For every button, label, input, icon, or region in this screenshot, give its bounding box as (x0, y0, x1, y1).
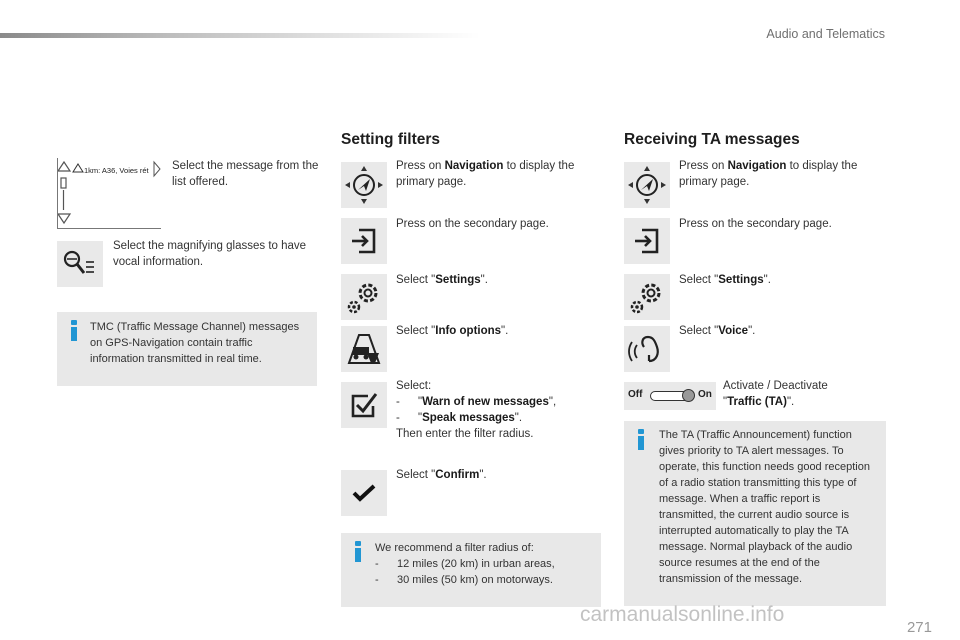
settings-label: Settings (718, 274, 764, 286)
navigation-icon (624, 162, 670, 208)
speak-messages-item (396, 410, 601, 426)
text: Select " (679, 274, 719, 286)
ta-info-text: The TA (Traffic Announcement) function gives priority to TA alert messages. To operate, this function needs good reception of a radio station transmitting this type of message. When a traffic report is transmitted, the current audio source is interrupted automatically to play the TA message. Normal playback of the audio source resumes at the end of the transmission of the message. (659, 429, 870, 585)
step-select-message: Select the message from the list offered. (172, 160, 319, 188)
speak-label: Speak messages (422, 412, 515, 424)
filter-radius-info-panel (341, 533, 601, 607)
step-magnifier: Select the magnifying glasses to have vocal information. (113, 240, 307, 268)
filters-step6 (396, 467, 596, 483)
text: Select " (396, 325, 436, 337)
text: ". (501, 325, 509, 337)
watermark: carmanualsonline.info (580, 603, 785, 626)
ta-step4 (679, 323, 879, 339)
confirm-label: Confirm (435, 469, 480, 481)
ta-step1 (679, 158, 879, 190)
message-list-entry[interactable]: 1km: A36, Voies rét (84, 166, 149, 175)
filters-step1 (396, 158, 596, 190)
checkbox-icon (341, 382, 387, 428)
ta-step3 (679, 272, 879, 288)
text: Select " (396, 274, 436, 286)
text: ". (479, 469, 487, 481)
text: " (723, 396, 728, 408)
settings-gear-icon (624, 274, 670, 320)
toggle-on-label: On (698, 389, 712, 400)
ta-step2: Press on the secondary page. (679, 218, 832, 230)
text: ". (748, 325, 756, 337)
filters-step3 (396, 272, 596, 288)
info-options-icon (341, 326, 387, 372)
text: 12 miles (20 km) in urban areas, (397, 558, 555, 570)
toggle-knob (682, 389, 695, 402)
ta-toggle[interactable] (624, 382, 716, 410)
text: ", (548, 396, 557, 408)
filters-step5 (396, 378, 601, 442)
text: to display the primary page. (679, 160, 858, 188)
confirm-check-icon (341, 470, 387, 516)
warn-new-messages-item (396, 394, 601, 410)
text: ". (763, 274, 771, 286)
text: Select " (679, 325, 719, 337)
text: 30 miles (50 km) on motorways. (397, 574, 553, 586)
info-icon (353, 541, 363, 565)
text: to display the primary page. (396, 160, 575, 188)
motorway-item (375, 572, 591, 588)
secondary-page-icon (624, 218, 670, 264)
toggle-off-label: Off (628, 389, 643, 400)
text: ". (786, 396, 795, 408)
text: Activate / Deactivate (723, 380, 828, 392)
page-number: 271 (906, 619, 932, 636)
text: Select " (396, 469, 436, 481)
ta-info-panel (624, 421, 886, 606)
dash: - (375, 558, 379, 570)
text: ". (514, 412, 523, 424)
magnifier-icon (57, 241, 103, 287)
warn-label: Warn of new messages (422, 396, 549, 408)
text: Press on (679, 160, 728, 172)
dash: - (375, 574, 379, 586)
header-gradient-bar (0, 33, 480, 38)
info-icon (69, 320, 79, 344)
navigation-label: Navigation (727, 160, 787, 172)
settings-label: Settings (435, 274, 481, 286)
text: " (418, 396, 423, 408)
text: Then enter the filter radius. (396, 428, 534, 440)
secondary-page-icon (341, 218, 387, 264)
navigation-icon (341, 162, 387, 208)
text: ". (480, 274, 488, 286)
settings-gear-icon (341, 274, 387, 320)
ta-step5 (723, 378, 873, 410)
voice-icon (624, 326, 670, 372)
tmc-info-panel (57, 312, 317, 386)
text: Select: (396, 380, 432, 392)
receiving-ta-title: Receiving TA messages (624, 131, 800, 148)
urban-item (375, 556, 591, 572)
message-list-screen (57, 158, 161, 229)
dash: - (396, 412, 400, 424)
filters-step2: Press on the secondary page. (396, 218, 549, 230)
text: Press on (396, 160, 445, 172)
info-options-label: Info options (435, 325, 502, 337)
chapter-title: Audio and Telematics (766, 27, 885, 41)
dash: - (396, 396, 400, 408)
text: We recommend a filter radius of: (375, 542, 534, 554)
tmc-info-text: TMC (Traffic Message Channel) messages on GPS-Navigation contain traffic information transmitted in real time. (90, 321, 300, 365)
voice-label: Voice (718, 325, 749, 337)
info-icon (636, 429, 646, 453)
navigation-label: Navigation (444, 160, 504, 172)
text: " (418, 412, 423, 424)
traffic-ta-label: Traffic (TA) (727, 396, 787, 408)
filters-step4 (396, 323, 596, 339)
setting-filters-title: Setting filters (341, 131, 441, 148)
